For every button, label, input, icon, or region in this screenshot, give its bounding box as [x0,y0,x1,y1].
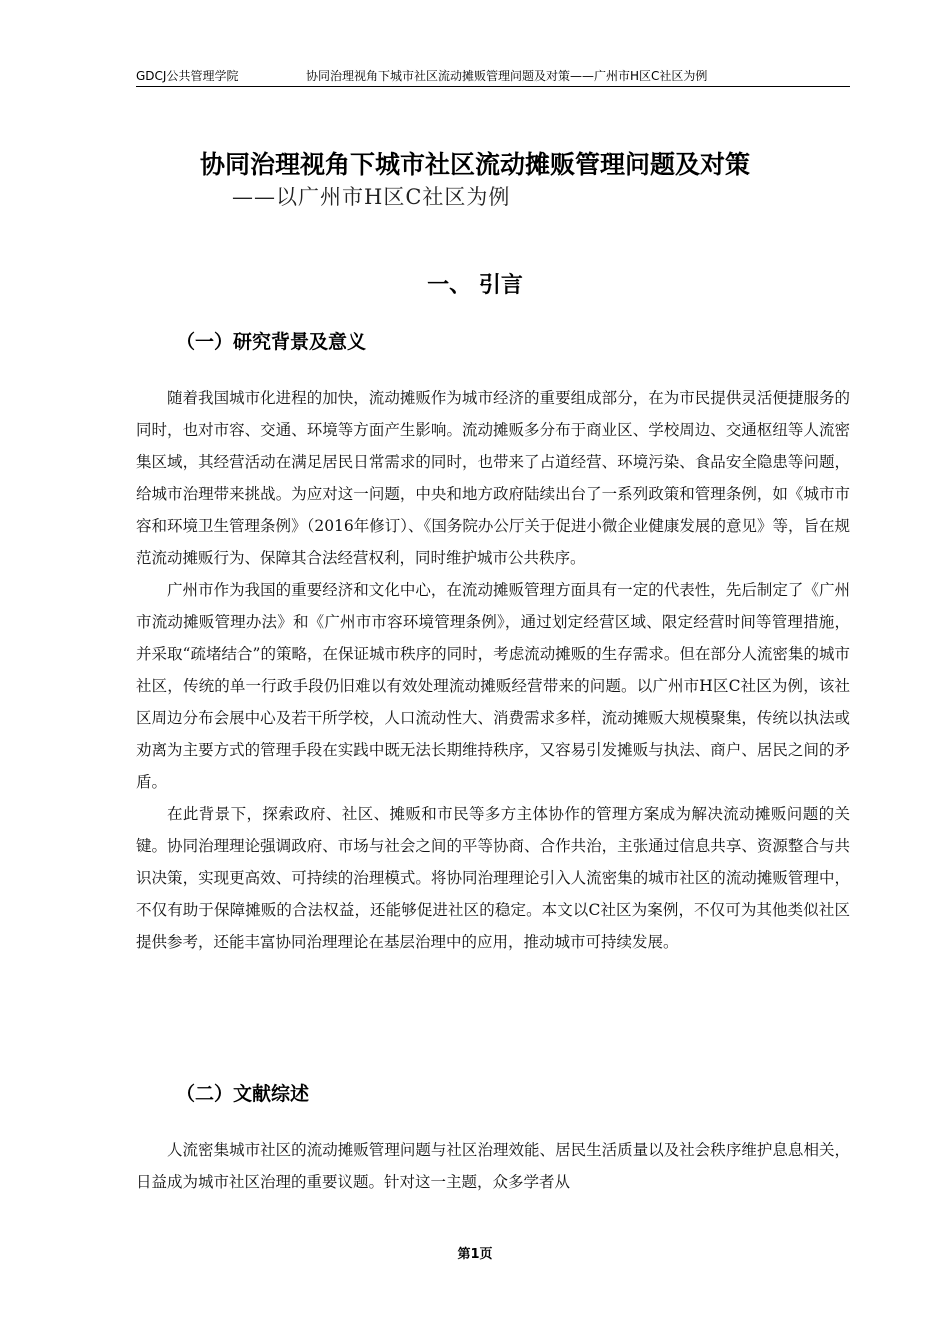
page-number: 第1页 [457,1247,493,1262]
paragraph: 随着我国城市化进程的加快，流动摊贩作为城市经济的重要组成部分，在为市民提供灵活便捷服务的同时，也对市容、交通、环境等方面产生影响。流动摊贩多分布于商业区、学校周边、交通枢纽等人流密集区域，其经营活动在满足居民日常需求的同时，也带来了占道经营、环境污染、食品安全隐患等问题，给城市治理带来挑战。为应对这一问题，中央和地方政府陆续出台了一系列政策和管理条例，如《城市市容和环境卫生管理条例》（2016年修订）、《国务院办公厅关于促进小微企业健康发展的意见》等，旨在规范流动摊贩行为、保障其合法经营权利，同时维护城市公共秩序。 [136,389,850,567]
page-header [136,66,850,87]
document-title: 协同治理视角下城市社区流动摊贩管理问题及对策 [199,150,750,179]
subsection-heading-literature-review: （二）文献综述 [176,1083,310,1105]
header-institution: GDCJ公共管理学院 [136,69,239,83]
background-body [136,382,850,958]
subsection-heading-background: （一）研究背景及意义 [176,331,367,353]
paragraph: 广州市作为我国的重要经济和文化中心，在流动摊贩管理方面具有一定的代表性，先后制定了《广州市流动摊贩管理办法》和《广州市市容环境管理条例》，通过划定经营区域、限定经营时间等管理措施，并采取“疏堵结合”的策略，在保证城市秩序的同时，考虑流动摊贩的生存需求。但在部分人流密集的城市社区，传统的单一行政手段仍旧难以有效处理流动摊贩经营带来的问题。以广州市H区C社区为例，该社区周边分布会展中心及若干所学校，人口流动性大、消费需求多样，流动摊贩大规模聚集，传统以执法或劝离为主要方式的管理手段在实践中既无法长期维持秩序，又容易引发摊贩与执法、商户、居民之间的矛盾。 [136,581,850,791]
section-heading-introduction: 一、 引言 [427,273,523,298]
literature-review-body [136,1134,850,1198]
paragraph: 在此背景下，探索政府、社区、摊贩和市民等多方主体协作的管理方案成为解决流动摊贩问题的关键。协同治理理论强调政府、市场与社会之间的平等协商、合作共治，主张通过信息共享、资源整合与共识决策，实现更高效、可持续的治理模式。将协同治理理论引入人流密集的城市社区的流动摊贩管理中，不仅有助于保障摊贩的合法权益，还能够促进社区的稳定。本文以C社区为案例，不仅可为其他类似社区提供参考，还能丰富协同治理理论在基层治理中的应用，推动城市可持续发展。 [136,805,850,951]
header-running-title: 协同治理视角下城市社区流动摊贩管理问题及对策——广州市H区C社区为例 [306,69,708,83]
document-subtitle: ——以广州市H区C社区为例 [232,185,511,209]
paragraph: 人流密集城市社区的流动摊贩管理问题与社区治理效能、居民生活质量以及社会秩序维护息息相关，日益成为城市社区治理的重要议题。针对这一主题，众多学者从 [136,1141,850,1191]
